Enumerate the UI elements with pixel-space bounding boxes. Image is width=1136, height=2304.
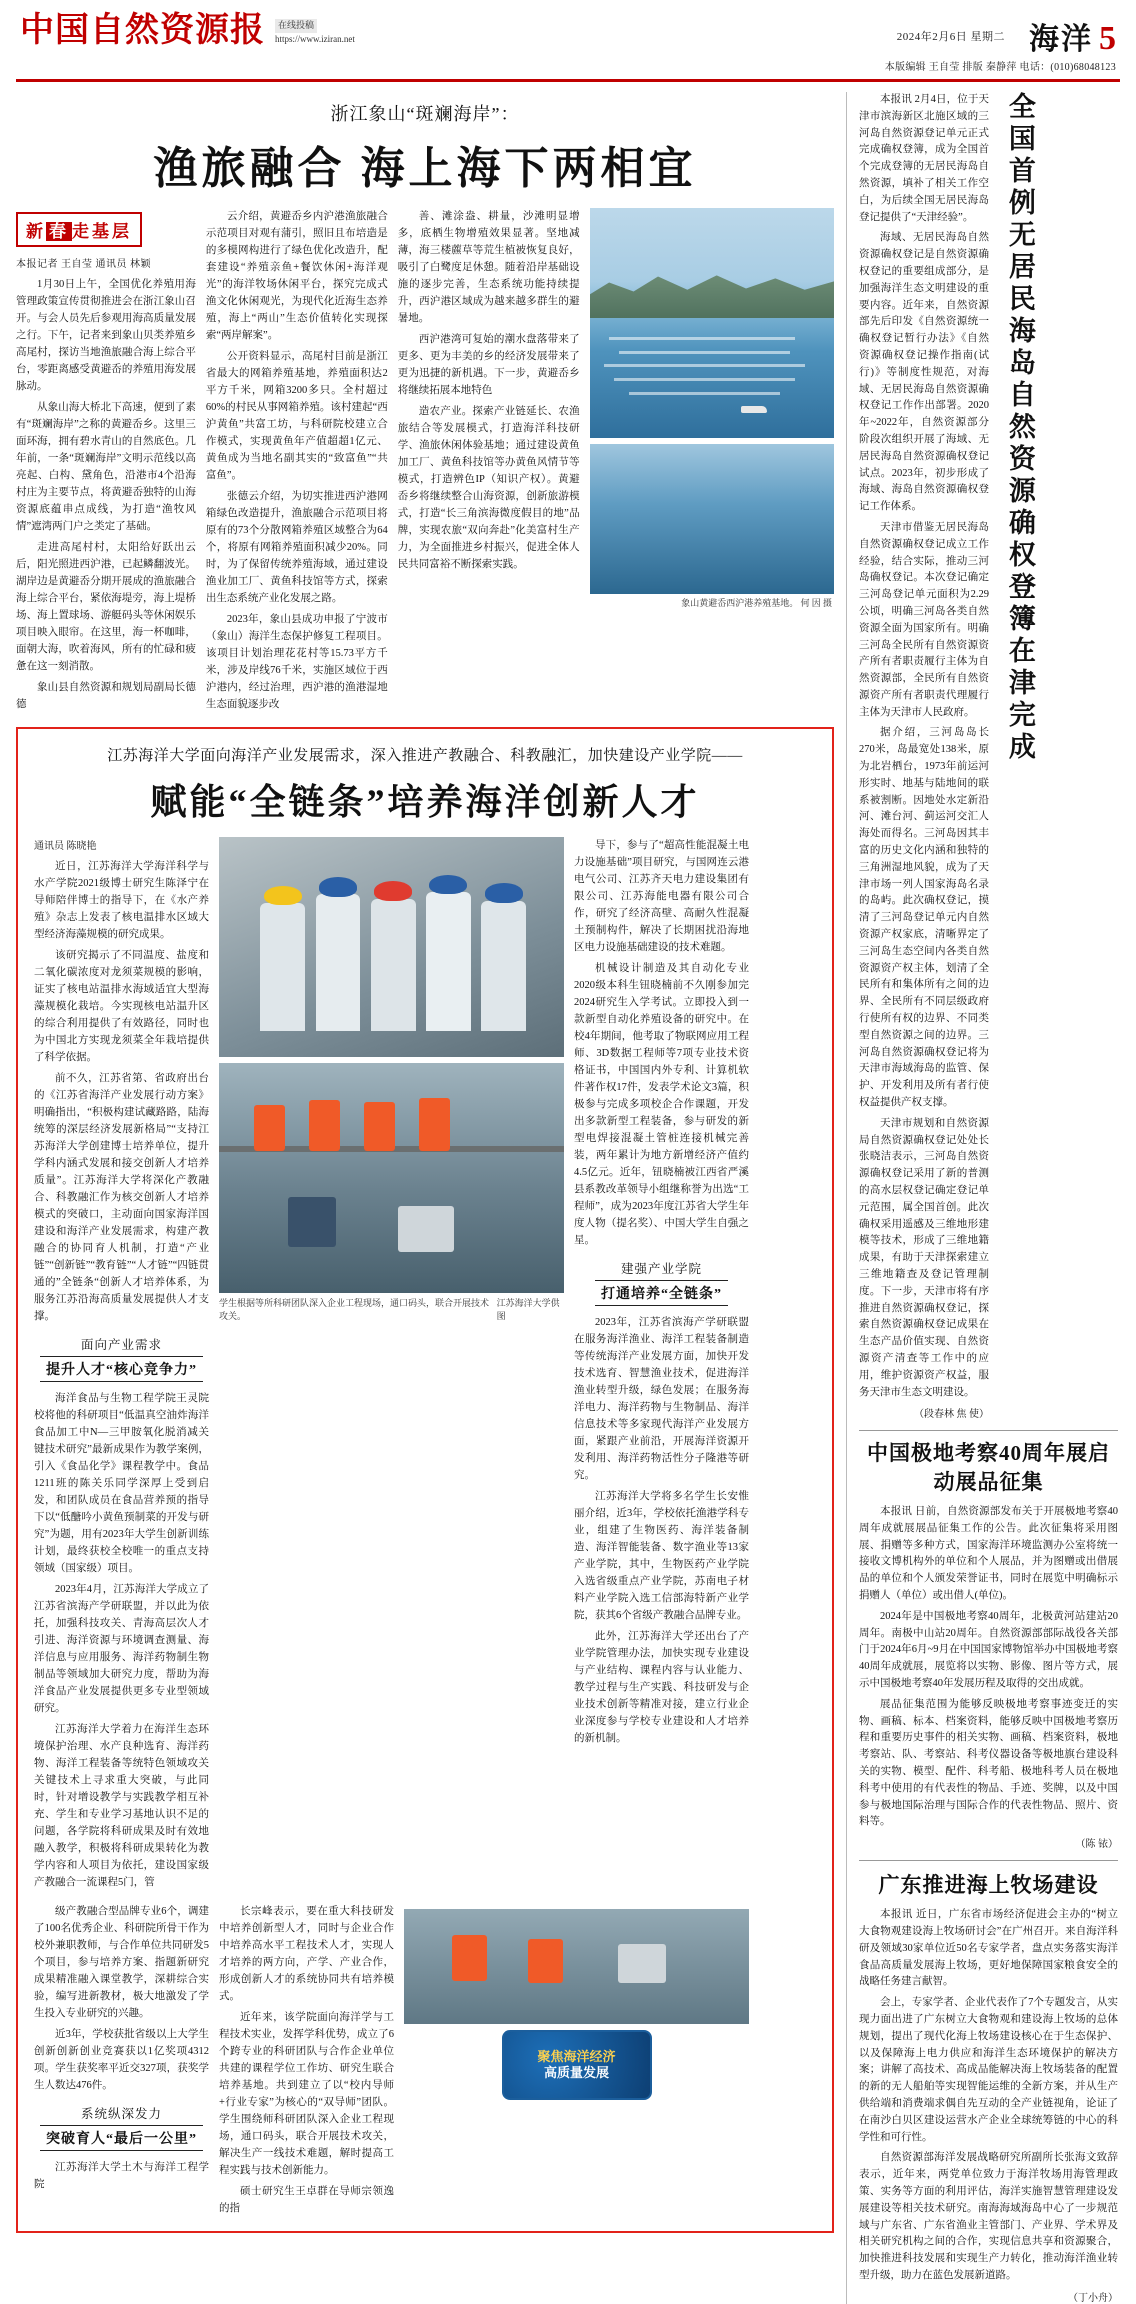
lead-paragraph: 1月30日上午，全国优化养殖用海管理政策宣传贯彻推进会在浙江象山召开。与会人员先后参观用海高质量发展之行。下午，记者来到象山贝类养殖乡高尾村，探访当地渔旅融合海上综合平台，零距离感受黄避岙的养殖用海发展脉动。	[16, 279, 196, 392]
online-submit-label: 在线投稿	[275, 19, 317, 33]
masthead-top-row	[897, 14, 1116, 58]
feature-paragraph: 海洋食品与生物工程学院王灵院校将他的科研项目“低温真空油炸海洋食品加工中N—三甲胺氧化脱消减关键技术研究”最新成果作为教学案例，引入《食品化学》课程教学中。食品1211班的陈关乐同学深厚上受到启发，和团队成员在食品营养预的指导下以“低醣吟小黄鱼预制菜的开发与研究”为题，用有2023年大学生创新训练计划，最终获校全校唯一的重点支持领域（国家级）项目。	[34, 1393, 209, 1575]
feature-body	[34, 837, 816, 1895]
lead-article-body	[16, 208, 834, 717]
lab-training-photo	[219, 837, 564, 1057]
photo-crate	[398, 1206, 453, 1252]
masthead-online-info	[275, 19, 355, 48]
feature-paragraph: 前不久，江苏省第、省政府出台的《江苏省海洋产业发展行动方案》明确指出，“积极构建试藏路路，陆海统筹的深层经济发展新格局”“支持江苏海洋大学创建博士培养单位，提升学科内涵式发展和接交创新人才培养质量”。江苏海洋大学将深化产教融合、科教融汇作为核交创新人才培养模式的突破口，主动面向国家海洋国建设和海洋产业发展需求，构建产教融合的协同育人机制，打造“产业链”“创新链”“教育链”“人才链”“四链贯通的”全链条“创新人才培养体系，为服务江苏沿海高质量发展提供人才支撑。	[34, 1073, 209, 1323]
right-paragraph: 本报讯 2月4日，位于天津市滨海新区北施区域的三河岛自然资源登记单元正式完成确权登簿，成为全国首个完成登簿的无居民海岛自然资源，填补了相关工作空白，为后续全国无居民海岛登记提供了“天津经验”。	[859, 94, 989, 223]
photo-raft	[629, 392, 781, 395]
right-signature: （陈 铱）	[1075, 1839, 1118, 1851]
main-column	[16, 92, 834, 2304]
lead-paragraph: 张德云介绍，为切实推进西沪港网箱绿色改造提升，渔旅融合示范项目将原有的73个分散网箱养殖区域整合为64个，将原有网箱养殖面积减少20%。同时，为了保留传统养殖海域，通过建设渔业加工厂、黄鱼科技馆等方式，探索出生态系统产业化发展之路。	[205, 491, 388, 604]
publication-date: 2024年2月6日 星期二	[896, 31, 1005, 43]
photo-figure	[316, 894, 361, 1030]
photo-helmet	[264, 886, 302, 906]
feature-paragraph: 2023年，江苏省滨海产学研联盟在服务海洋渔业、海洋工程装备制造等传统海洋产业发展方面，加快开发技术选育、智慧渔业技术，促进海洋渔业转型升级，绿色发展；在服务海洋电力、海洋药物与生物制品、海洋信息技术等多家现代海洋产业发展方面，紧跟产业前沿，开展海洋资源开发利用、海洋药物活性分子隆港等研究。	[574, 1317, 749, 1482]
lead-headline: 渔旅融合 海上海下两相宜	[153, 144, 697, 193]
right-paragraph: 2024年是中国极地考察40周年，北极黄河站建站20周年。南极中山站20周年。自然资源部部际战役各关部门于2024年6月~9月在中国国家博物馆举办中国极地考察40周年成就展，展览将以实物、影像、图片等方式，展示中国极地考察40年发展历程及取得的交出成就。	[859, 1610, 1118, 1690]
right-paragraph: 天津市借鉴无居民海岛自然资源确权登记成立工作经验，结合实际，推动三河岛确权登记。本次登记确定三河岛登记单元面积为2.29公顷，明确三河岛各类自然资源全面为国家所有。明确三河岛全民所有自然资源资产所有者职责履行主体为自然资源部，全民所有自然资源资产所有者职责代理履行主体为天津市人民政府。	[859, 521, 989, 718]
divider	[859, 1430, 1118, 1431]
right-paragraph: 本报讯 日前，自然资源部发布关于开展极地考察40周年成就展展品征集工作的公告。此次征集将采用图展、捐赠等多种方式，国家海洋环境监测办公室将统一接收文博机构外的单位和个人展品，并为图赠或出借展品的单位和个人颁发荣誉证书，同时在展览中明确标示捐赠人（单位）或出借人(单位)。	[859, 1506, 1118, 1602]
masthead-right	[885, 14, 1116, 73]
feature-paragraph: 近3年，学校获批省级以上大学生创新创新创业竞赛获以1亿奖项4312项。学生获奖率平近交327项，获奖学生人数达476件。	[34, 2029, 209, 2092]
feature-column-1	[34, 837, 209, 1895]
lead-photo-caption: 象山黄避岙西沪港养殖基地。 何 因 摄	[681, 598, 832, 608]
feature-paragraph: 近年来，该学院面向海洋学与工程技术实业，发挥学科优势，成立了6个跨专业的科研团队与合作企业单位共建的课程学位工作坊、研究生联合培养基地。共到建立了以“校内导师+行业专家”为核心的“双导师”团队。学生围绕师科研团队深入企业工程现场，通口码头，联合开展技术攻关，解决生产一线技术难题，解时提高工程实践与技术创新能力。	[219, 2012, 394, 2177]
feature-byline: 通讯员 陈晓艳	[34, 841, 97, 853]
photo-raft	[609, 337, 795, 340]
right-paragraph: 本报讯 近日，广东省市场经济促进会主办的“树立大食物观建设海上牧场研讨会”在广州召开。来自海洋科研及领域30家单位近50名专家学者，盘点实务落实海洋食品高质量发展海上牧场，更好地保障国家粮食安全的战略任务建言献智。	[859, 1909, 1118, 1988]
right-paragraph: 据介绍，三河岛岛长270米，岛最宽处138米，原为北岩栖台，1973年前运河形实时、地基与陆地间的联系被割断。因地处水定新沿河、滩台河、蓟运河交汇人海处而得名。三河岛因其丰富的历史文化内涵和独特的三角洲湿地风貌，成为了天津市场一列人国家海岛名录的岛屿。此次确权登记，摸清了三河岛登记单元内自然资源产权家底，清晰界定了三河岛生态空间内各类自然资源资产权主体，划清了全民所有和集体所有之间的边界、全民所有不同层级政府行使所有权的边界、不同类型自然资源之间的边界。三河岛自然资源确权登记将为天津市海域海岛的监管、保护、开发利用及所有者行使权益提供产权支撑。	[859, 727, 989, 1109]
series-badge-row	[16, 212, 196, 247]
masthead	[16, 0, 1120, 82]
feature-paragraph: 长宗峰表示，要在重大科技研发中培养创新型人才，同时与企业合作中培养高水平工程技术人才，实现人才培养的两方向，产学、产业合作，形成创新人才的系统协同共有培养模式。	[219, 1906, 394, 2003]
photo-helmet	[429, 875, 467, 895]
right-signature: （段春林 焦 使）	[914, 1409, 989, 1421]
right-vertical-headline: 全国首例无居民海岛自然资源确权登簿在津完成	[1004, 92, 1035, 764]
feature-bottom-logo-col	[404, 1903, 749, 2221]
lead-paragraph: 云介绍，黄避岙乡内沪港渔旅融合示范项目对观有蒲引，照旧且布培造是的多模网构进行了绿色优化改造升，配套建设“养殖亲鱼+餐饮休闲+海洋观光”的海洋牧场休闲平台，探究完成式渔文化休闲观光，为现代化近海生态养殖，海上“两山”生态价值转化实现探索“两岸解案”。	[205, 211, 388, 341]
feature-paragraph: 该研究揭示了不同温度、盐度和二氧化碳浓度对龙须菜规模的影响，证实了核电站温排水海域适宜大型海藻规模化栽培。今实现核电站温升区的综合利用提供了有效路径，同时也为中国北方实现龙须菜全年栽培提供了科学依据。	[34, 950, 209, 1064]
feature-paragraph: 江苏海洋大学着力在海洋生态环境保护治理、水产良种选育、海洋药物、海洋工程装备等统特色领域攻关关键技术上寻求重大突破，与此同时，针对增设教学与实践教学相互补充、学生和专业学习基地认识不足的问题，各学院将科研成果及时有效地融入教学，积极将科研成果转化为教学内容和人项目为依托，建设国家级产教融合一流课程5门，管	[34, 1724, 209, 1889]
campaign-logo-line2: 高质量发展	[543, 2065, 609, 2081]
photo-lifevest	[364, 1102, 395, 1150]
page-body	[16, 82, 1120, 2304]
feature-photo-caption: 学生根据等所科研团队深入企业工程现场，通口码头，联合开展技术攻关。	[219, 1298, 490, 1322]
subhead-line1: 建强产业学院	[620, 1262, 702, 1277]
lead-kicker: 浙江象山“斑斓海岸”：	[330, 104, 520, 124]
subhead-line2: 突破育人“最后一公里”	[40, 2125, 203, 2151]
right-headline-3: 广东推进海上牧场建设	[878, 1873, 1099, 1898]
lead-column-2	[206, 208, 388, 717]
section-indicator	[1029, 14, 1116, 58]
series-badge-part1: 新	[26, 222, 46, 241]
photo-figure	[260, 903, 305, 1031]
lead-paragraph: 公开资料显示，高尾村目前是浙江省最大的网箱养殖基地，养殖面积达2平方千米，网箱3200多只。全村超过60%的村民从事网箱养殖。该村建起“西沪黄鱼”共富工坊，与科研院校建立合作模式，实现黄鱼年产值超超1亿元、黄鱼成为当地名副其实的“致富鱼”“共富鱼”。	[205, 351, 388, 481]
lead-paragraph: 造农产业。探索产业链延长、农渔旅结合等发展模式，打造海洋科技研学、渔旅休闲体验基地；通过建设黄鱼加工厂、黄鱼科技馆等办黄鱼风情节等模式，打造辨色IP（知识产权）。黄避岙乡将继续整合山海资源，创新旅游模式，打造“长三角滨海微度假目的地”品牌，实现农旅“双向奔赴”化美富村生产力，为全面推进乡村振兴，促进全体人民共同富裕不断探索实践。	[397, 406, 580, 570]
right-paragraph: 展品征集范围为能够反映极地考察事迹变迁的实物、画稿、标本、档案资料，能够反映中国极地考察历程和重要历史事件的相关实物、画稿、档案资料，极地考察站、队、考察站、科考仪器设备等极地旗台建设科关的实物、模型、配件、科考船、极地科考人员在极地科考中使用的有代表性的物品、手迹、奖牌，以及中国参与极地国际治理与国际合作的代表性物品、照片、资料等。	[859, 1698, 1118, 1828]
photo-boat	[590, 444, 634, 455]
photo-crate	[288, 1197, 336, 1248]
feature-lead-line: 江苏海洋大学面向海洋产业发展需求，深入推进产教融合、科教融汇，加快建设产业学院——	[107, 748, 743, 764]
feature-bottom-row	[34, 1903, 816, 2221]
campaign-logo-line1: 聚焦海洋经济	[537, 2049, 616, 2064]
feature-paragraph: 此外，江苏海洋大学还出台了产业学院管理办法，加快实现专业建设与产业结构、课程内容与认业能力、教学过程与生产实践、科技研发与企业技术创新等精准对接，建立行业企业深度参与学校专业建设和人才培养的新机制。	[574, 1631, 749, 1745]
photo-crate	[618, 1944, 666, 1983]
subhead-line2: 提升人才“核心竞争力”	[40, 1356, 203, 1382]
feature-photo-caption-row	[219, 1293, 564, 1322]
feature-photo-credit: 江苏海洋大学供图	[496, 1298, 560, 1322]
photo-figure	[426, 892, 471, 1031]
right-paragraph: 会上，专家学者、企业代表作了7个专题发言，从实现力面出进了广东树立大食物观和建设海上牧场的总体规划，提出了现代化海上牧场建设核心在于生态保护、以及保障海上电力供应和海洋生态环境保护的解决方案；讲解了高技术、高成品能解决海上牧场装备的配置的新的无人船舶等实现智能运维的全新方案，并从生产供给端和消费端求偶自先互动的全产业链视角，论证了在南沙白贝区建设运营水产企业全球统筹链的中心的科学性和可行性。	[859, 1997, 1118, 2143]
section-number: 5	[1099, 20, 1116, 57]
feature-media-column	[219, 837, 564, 1895]
series-badge-highlight: 春	[46, 222, 72, 241]
feature-headline: 赋能“全链条”培养海洋创新人才	[150, 782, 700, 823]
feature-subhead-2	[574, 1259, 749, 1306]
photo-hills	[590, 259, 834, 319]
right-lead-text	[859, 92, 989, 1420]
photo-lifevest	[452, 1935, 487, 1981]
feature-column-4	[574, 837, 749, 1895]
feature-bottom-col-1	[34, 1903, 209, 2221]
aquaculture-boat-photo	[590, 444, 834, 594]
photo-lifevest	[309, 1100, 340, 1151]
right-headline-2: 中国极地考察40周年展启动展品征集	[867, 1441, 1110, 1494]
series-badge-part2: 走基层	[72, 222, 132, 241]
highlighted-feature-box	[16, 727, 834, 2233]
photo-raft	[614, 378, 795, 381]
right-paragraph: 自然资源部海洋发展战略研究所副所长张海文致辞表示，近年来，两党单位致力于海洋牧场用海管理政策、实务等方面的利用评估，海洋实施智慧管理建设发展建设等相关技术研究。南海海域海岛中心了一步规范域与广东省、广东省渔业主管部门、产业界、学术界及相关研究机构之间的合作，实现信息共享和资源聚合，加快推进科技发展和实现生产力转化，推动海洋渔业转型升级，助力在蓝色发展新道路。	[859, 2152, 1118, 2281]
photo-helmet	[319, 877, 357, 897]
photo-lifevest	[254, 1105, 285, 1151]
right-article-3	[859, 1869, 1118, 2304]
feature-paragraph: 2023年4月，江苏海洋大学成立了江苏省滨海产学研联盟，并以此为依托，加强科技攻关、青海高层次人才引进、海洋资源与环境调查测量、海洋信息与应用服务、海洋药物制生物制品等领域加大研究力度，帮助为海洋食品产业发展提供更多专业型领域研究。	[34, 1584, 209, 1715]
right-article-2	[859, 1439, 1118, 1850]
right-paragraph: 天津市规划和自然资源局自然资源确权登记处处长张晓洁表示，三河岛自然资源确权登记采用了新的普测的高水层权登记确定登记单元范围，属全国首创。此次确权采用遥感及三维地形建模等技术，形成了三维地籍成果，有助于天津探索建立三维地籍查及登记管理制度。下一步，天津市将有序推进自然资源确权登记，探索自然资源确权登记成果在生态产品价值实现、自然资源资产清查等工作中的应用，维护资源资产权益，服务天津市生态文明建设。	[859, 1117, 989, 1398]
masthead-left	[20, 14, 355, 48]
series-badge	[16, 212, 142, 247]
photo-helmet	[374, 881, 412, 901]
paper-url: https://www.iziran.net	[275, 33, 355, 44]
photo-lifevest	[419, 1098, 450, 1151]
photo-helmet	[485, 883, 523, 903]
lead-paragraph: 西沪港湾可复始的潮水盘落带来了更多、更为丰美的乡的经济发展带来了更为迅捷的新机遇。下一步，黄避岙乡将继续拓展本地特色	[397, 334, 580, 396]
photo-boat	[741, 406, 767, 413]
lead-media-column	[590, 208, 834, 717]
editors-line: 本版编辑 王自莹 排版 秦静萍 电话：(010)68048123	[884, 62, 1116, 73]
lead-paragraph: 善、滩涂盎、耕量，沙滩明显增多，底栖生物增殖效果显著。坚地减薄，海三楼藨草等荒生植被恢复良好，吸引了白鹭度足休憩。随着沿岸基础设施的逐步完善，生态系统功能持续提升，西沪港区域成为越来越多群生的避暑地。	[397, 211, 580, 324]
field-sampling-photo	[404, 1909, 749, 2024]
feature-paragraph: 导下，参与了“超高性能混凝土电力设施基础”项目研究，与国网连云港电气公司、江苏齐天电力建设集团有限公司、江苏海能电器有限公司合作，研究了经济高壁、高耐久性混凝土预制构件，解决了长期困扰沿海地区电力设施基础建设的技术难题。	[574, 840, 749, 954]
feature-paragraph: 硕士研究生王卓群在导师宗领逸的指	[219, 2186, 394, 2215]
lead-paragraph: 象山县自然资源和规划局副局长德德	[16, 682, 196, 710]
feature-subhead-3	[34, 2104, 209, 2151]
lead-column-1	[16, 208, 196, 717]
feature-paragraph: 机械设计制造及其自动化专业2020级本科生钮晓楠前不久刚参加完2024研究生入学考试。立即投入到一款新型自动化养殖设备的研究中。在校4年期间，他考取了物联网应用工程师、3D数据工程师等7项专业技术资格证书，中国国内外专利、计算机软件著作权17件，发表学术论文3篇，积极参与完成多项校企合作课题，开发出多款新型工程装备，参与研发的新型电焊接混凝土管桩连接机械完善装，两年累计为地方新增经济产值约4.5亿元。近年，钮晓楠被江西省严溪县系教改革领导小组继称誉为出选“工程师”，成为2023年度江苏省大学生年度人物（提名奖）、中国大学生自强之星。	[574, 963, 749, 1247]
feature-paragraph: 江苏海洋大学将多名学生长安惟丽介绍，近3年，学校依托渔港学科专业，组建了生物医药、海洋装备制造、海洋智能装备、数字渔业等13家产业学院，其中，生物医药产业学院入选省级重点产业学院，苏南电子材料产业学院入选工信部海特新产业学院，获其6个省级产教融合品牌专业。	[574, 1491, 749, 1622]
paper-title: 中国自然资源报	[20, 12, 265, 49]
right-paragraph: 海域、无居民海岛自然资源确权登记是自然资源确权登记的重要组成部分，是加强海洋生态文明建设的重要内容。近年来，自然资源部先后印发《自然资源统一确权登记暂行办法》《自然资源确权登记操作指南(试行)》等制度性规范，对海域、无居民海岛自然资源确权登记工作作出部署。2020年~2022年，自然资源部分阶段次组织开展了海域、无居民海岛自然资源确权登记试点。2023年，初步形成了海域、海岛自然资源确权登记工作体系。	[859, 232, 989, 513]
right-signature: （丁小舟）	[1068, 2292, 1118, 2304]
feature-paragraph: 近日，江苏海洋大学海洋科学与水产学院2021级博士研究生陈泽宁在导师陪伴博士的指导下，在《水产养殖》杂志上发表了核电温排水区域大型经济海藻规模的研究成果。	[34, 861, 209, 941]
feature-paragraph: 级产教融合型品牌专业6个，调建了100名优秀企业、科研院所骨干作为校外兼职教师，与合作单位共同研发5个项目，参与培养方案、指题新研究成果精准融入课堂教学，深耕综合实验，编写进新教材，极大地激发了学生投入专业研究的兴趣。	[34, 1906, 209, 2020]
photo-figure	[371, 899, 416, 1031]
photo-lifevest	[528, 1939, 563, 1983]
subhead-line2: 打通培养“全链条”	[595, 1280, 728, 1306]
photo-figure	[481, 901, 526, 1031]
divider	[859, 1860, 1118, 1861]
lead-column-3	[398, 208, 580, 717]
lead-paragraph: 2023年，象山县成功申报了宁波市（象山）海洋生态保护修复工程项目。该项目计划治理花花村等15.73平方千米，涉及岸线76千米，实施区域位于西沪港内，经过治理，西沪港的渔港湿地生态面貌逐步改	[205, 614, 388, 710]
subhead-line1: 面向产业需求	[80, 1338, 162, 1353]
right-column	[846, 92, 1118, 2304]
aquaculture-aerial-photo	[590, 208, 834, 438]
photo-backdrop	[219, 1063, 564, 1293]
section-name: 海洋	[1029, 23, 1093, 56]
right-lead-article	[859, 92, 1118, 1420]
campaign-logo	[502, 2030, 652, 2100]
subhead-line1: 系统纵深发力	[80, 2107, 162, 2122]
lead-paragraph: 走进高尾村村，太阳给好跃出云后，阳光照进西沪港，已起鳞翻波光。湖岸边是黄避岙分期开展成的渔旅融合海上综合平台，紧依海堤旁，海上堤桥场、海上置球场、游艇码头等休闲娱乐项目映入眼帘。在这里，海一杯咖啡，面朝大海，吹着海风，所有的忙碌和疲惫在这一刻消散。	[16, 542, 196, 672]
photo-raft	[604, 364, 804, 367]
feature-bottom-col-2	[219, 1903, 394, 2221]
feature-subhead-1	[34, 1335, 209, 1382]
dock-fieldwork-photo	[219, 1063, 564, 1293]
photo-raft	[619, 351, 790, 354]
feature-paragraph-tail: 江苏海洋大学土木与海洋工程学院	[34, 2162, 209, 2191]
lead-byline: 本报记者 王自莹 通讯员 林颖	[16, 259, 151, 270]
lead-paragraph: 从象山海大桥北下高速，便到了素有“斑斓海岸”之称的黄避岙乡。这里三面环海，拥有碧水青山的自然底色。几年前，一条“斑斓海岸”文明示范线以高亮起、白构、黛角色，沿港市4个沿海村庄为主要节点，将黄避岙独特的山海资源底蕴串点成线，为打造“渔牧风情”遮湾两门户之类定了基础。	[16, 402, 196, 532]
